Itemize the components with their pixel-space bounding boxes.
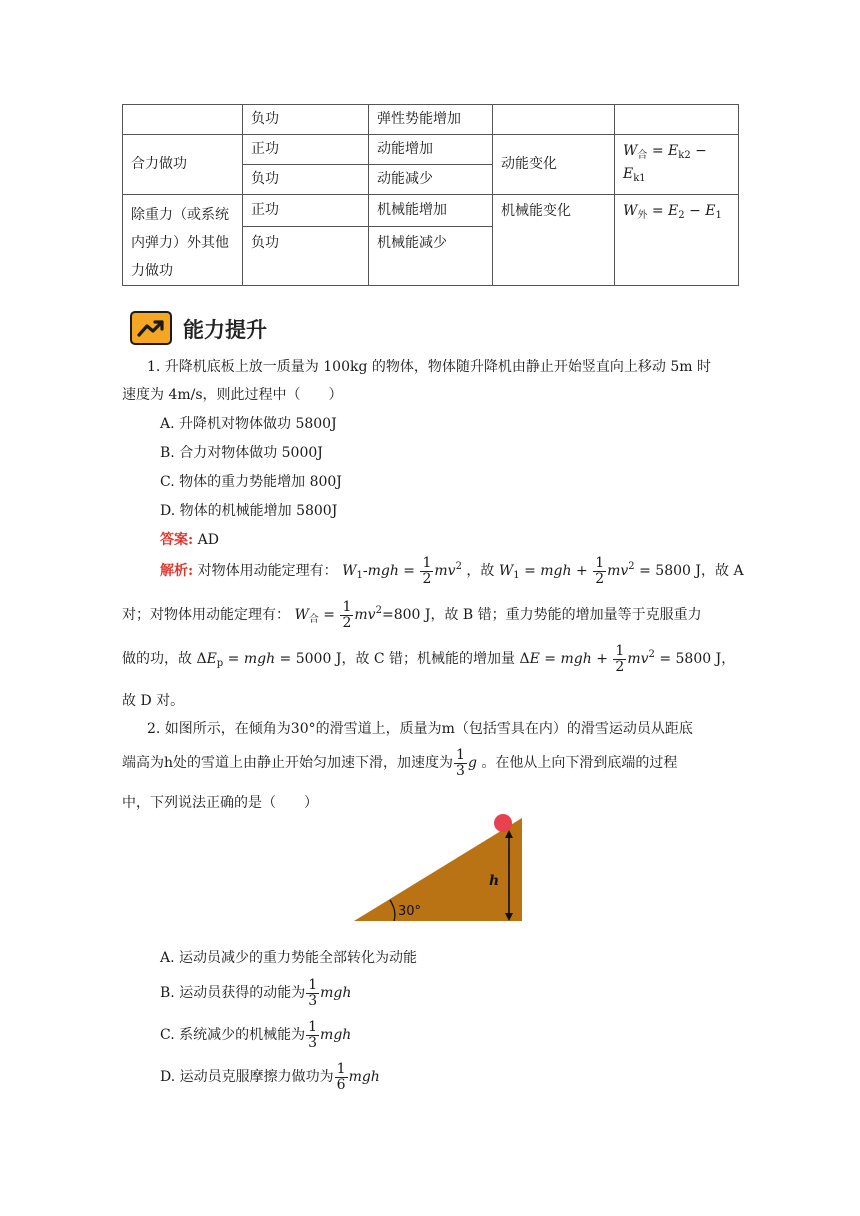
formula-cell: $W_外 = E_2 - E_1$ <box>615 195 739 286</box>
table-cell <box>123 105 243 135</box>
q1-analysis-line2: 对；对物体用动能定理有： $W_合$ = $\frac{1}{2}$ $mv^2=800$ J，故 B 错；重力势能的增加量等于克服重力 <box>122 599 702 631</box>
table-cell: 动能增加 <box>369 135 493 165</box>
table-cell: 动能减少 <box>369 165 493 195</box>
q2-stem-line3: 中，下列说法正确的是（ ） <box>122 795 318 811</box>
angle-label: 30° <box>398 904 422 919</box>
answer-label: 答案: <box>160 532 194 548</box>
table-row <box>123 195 739 227</box>
slope-figure <box>352 808 528 926</box>
table-cell: 正功 <box>243 135 369 165</box>
q1-stem-line1: 1. 升降机底板上放一质量为 100kg 的物体，物体随升降机由静止开始竖直向上移动 5m 时 <box>147 359 711 375</box>
q1-option-c: C. 物体的重力势能增加 800J <box>160 474 342 490</box>
table-cell: 机械能增加 <box>369 195 493 227</box>
q2-option-a: A. 运动员减少的重力势能全部转化为动能 <box>160 950 418 966</box>
table-cell <box>615 105 739 135</box>
q2-option-d: D. 运动员克服摩擦力做功为 $\frac{1}{6}$ mgh <box>160 1061 380 1093</box>
table-cell <box>493 105 615 135</box>
table-cell: 机械能变化 <box>493 195 615 286</box>
q1-analysis-line3: 做的功，故 $\Delta E_p$ = mgh = 5000 J，故 C 错；机械能的增加量 ΔE = mgh + $\frac{1}{2}$ $mv^2 = 5800$ J， <box>122 643 736 675</box>
trend-up-icon <box>130 311 172 345</box>
slope-triangle <box>354 818 522 921</box>
analysis-label: 解析: <box>160 563 194 580</box>
table-cell: 负功 <box>243 105 369 135</box>
table-cell: 合力做功 <box>123 135 243 195</box>
table-cell: 负功 <box>243 165 369 195</box>
energy-work-table <box>122 104 739 286</box>
q2-stem-line1: 2. 如图所示，在倾角为30°的滑雪道上，质量为m（包括雪具在内）的滑雪运动员从距底 <box>147 721 693 737</box>
table-cell: 负功 <box>243 226 369 285</box>
table-row <box>123 105 739 135</box>
table-cell: 动能变化 <box>493 135 615 195</box>
table-cell: 除重力（或系统 内弹力）外其他 力做功 <box>123 195 243 286</box>
q1-option-b: B. 合力对物体做功 5000J <box>160 445 323 461</box>
q1-analysis-line1: 解析: 对物体用动能定理有： $W_1$-mgh = $\frac{1}{2}$ $mv^2$ ，故 $W_1$ = mgh + $\frac{1}{2}$ $mv^2 = 5800$ J，故 A <box>160 555 744 587</box>
skier-ball <box>494 814 512 832</box>
table-cell: 弹性势能增加 <box>369 105 493 135</box>
q1-stem-line2: 速度为 4m/s，则此过程中（ ） <box>122 387 343 403</box>
q1-option-a: A. 升降机对物体做功 5800J <box>160 416 337 432</box>
q1-answer <box>160 529 219 549</box>
answer-value: AD <box>197 532 219 548</box>
table-cell: 机械能减少 <box>369 226 493 285</box>
table-row <box>123 135 739 165</box>
formula-cell: $W_合 = E_{k2} - E_{k1}$ <box>615 135 739 195</box>
q1-analysis-line4: 故 D 对。 <box>122 693 185 709</box>
q2-option-b: B. 运动员获得的动能为 $\frac{1}{3}$ mgh <box>160 977 352 1009</box>
table-cell: 正功 <box>243 195 369 227</box>
q2-stem-line2: 端高为h处的雪道上由静止开始匀加速下滑，加速度为 $\frac{1}{3}$ g 。在他从上向下滑到底端的过程 <box>122 747 678 779</box>
section-title: 能力提升 <box>183 318 267 342</box>
height-label: h <box>489 873 500 889</box>
q1-option-d: D. 物体的机械能增加 5800J <box>160 503 338 519</box>
q2-option-c: C. 系统减少的机械能为 $\frac{1}{3}$ mgh <box>160 1019 352 1051</box>
